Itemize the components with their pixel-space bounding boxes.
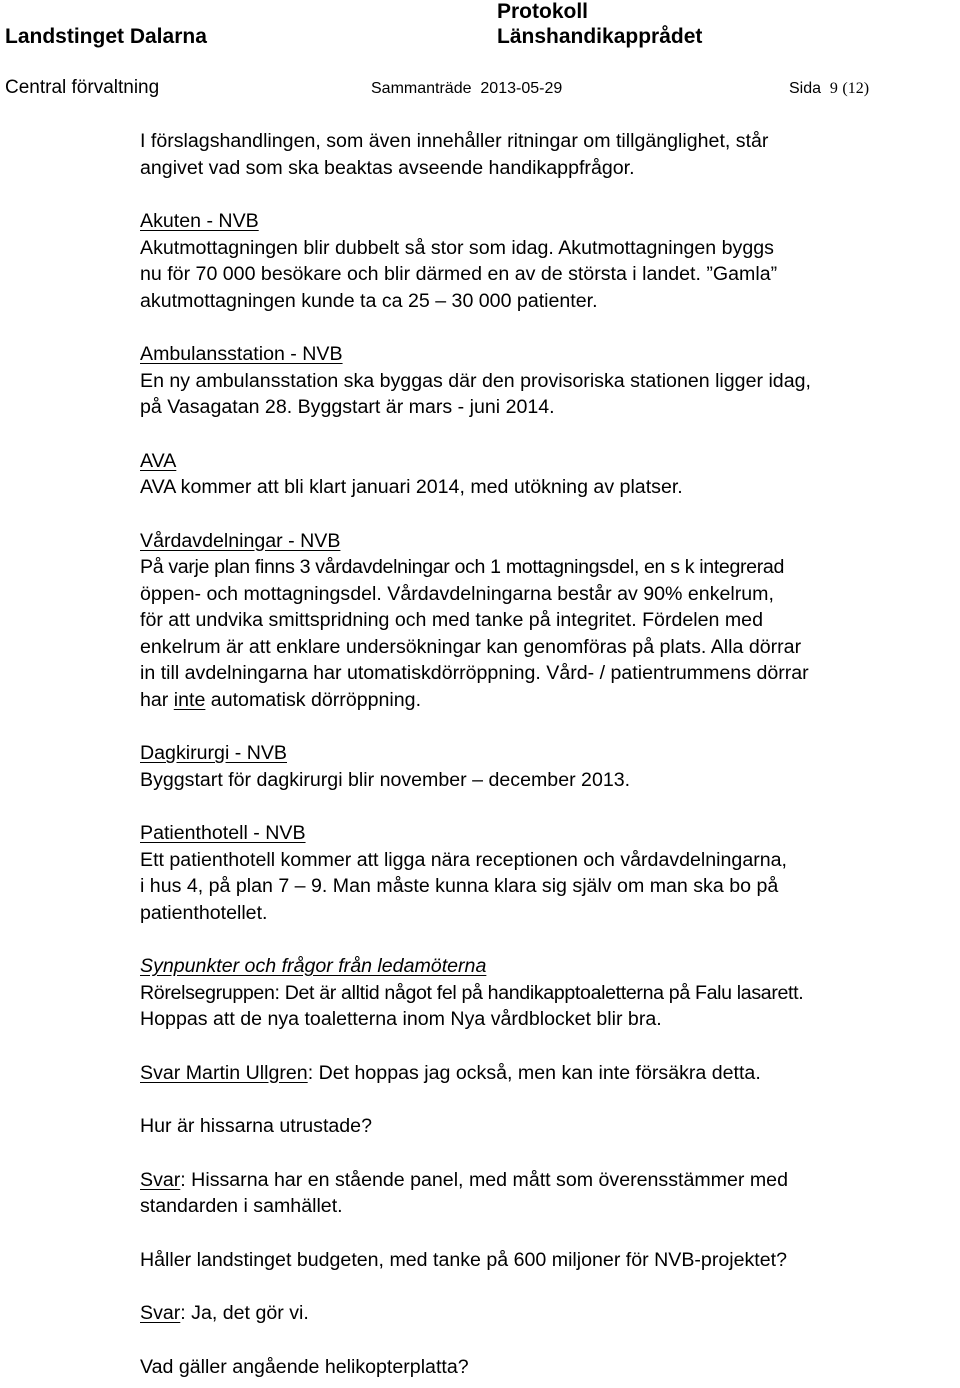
paragraph-line: Ett patienthotell kommer att ligga nära receptionen och vårdavdelningarna, bbox=[140, 848, 787, 871]
page-label: Sida bbox=[789, 80, 822, 97]
section-ava bbox=[140, 448, 960, 501]
section-heading: Akuten - NVB bbox=[140, 210, 259, 232]
section-akuten bbox=[140, 208, 960, 314]
section-ambulansstation bbox=[140, 341, 960, 421]
text-segment: har bbox=[140, 688, 174, 711]
paragraph-line: för att undvika smittspridning och med tanke på integritet. Fördelen med bbox=[140, 609, 763, 631]
section-heading: Ambulansstation - NVB bbox=[140, 343, 343, 365]
paragraph-line bbox=[140, 687, 960, 714]
question-text: Håller landstinget budgeten, med tanke på 600 miljoner för NVB-projektet? bbox=[140, 1248, 787, 1271]
section-heading: Patienthotell - NVB bbox=[140, 822, 306, 844]
answer-3 bbox=[140, 1300, 960, 1327]
section-patienthotell bbox=[140, 820, 960, 926]
section-vardavdelningar bbox=[140, 528, 960, 714]
question-2 bbox=[140, 1113, 960, 1140]
answer-text: : Det hoppas jag också, men kan inte försäkra detta. bbox=[307, 1061, 761, 1084]
department-name: Central förvaltning bbox=[5, 77, 160, 98]
paragraph-line: i hus 4, på plan 7 – 9. Man måste kunna klara sig själv om man ska bo på bbox=[140, 875, 779, 897]
paragraph-line: Rörelsegruppen: Det är alltid något fel på handikapptoaletterna på Falu lasarett. bbox=[140, 981, 804, 1004]
document-body bbox=[140, 128, 960, 1380]
section-dagkirurgi bbox=[140, 740, 960, 793]
page-number: 9 bbox=[829, 80, 838, 97]
paragraph-line: Akutmottagningen blir dubbelt så stor som idag. Akutmottagningen byggs bbox=[140, 236, 774, 259]
meeting-info bbox=[371, 80, 562, 98]
paragraph-line: akutmottagningen kunde ta ca 25 – 30 000 patienter. bbox=[140, 289, 598, 312]
answer-label: Svar Martin Ullgren bbox=[140, 1061, 308, 1084]
question-text: Vad gäller angående helikopterplatta? bbox=[140, 1355, 469, 1378]
paragraph-line: I förslagshandlingen, som även innehåller ritningar om tillgänglighet, står bbox=[140, 130, 769, 152]
paragraph-line: nu för 70 000 besökare och blir därmed en av de största i landet. ”Gamla” bbox=[140, 263, 778, 285]
text-segment: automatisk dörröppning. bbox=[205, 688, 422, 711]
answer-label: Svar bbox=[140, 1168, 181, 1191]
question-text: Hur är hissarna utrustade? bbox=[140, 1115, 372, 1137]
answer-2 bbox=[140, 1167, 960, 1220]
meeting-label: Sammanträde bbox=[371, 80, 472, 97]
paragraph-line: in till avdelningarna har utomatiskdörröppning. Vård- / patientrummens dörrar bbox=[140, 662, 809, 684]
answer-text: : Hissarna har en stående panel, med mått som överensstämmer med bbox=[180, 1168, 788, 1191]
paragraph-line: enkelrum är att enklare undersökningar kan genomföras på plats. Alla dörrar bbox=[140, 635, 802, 658]
paragraph-line: angivet vad som ska beaktas avseende handikappfrågor. bbox=[140, 156, 635, 179]
paragraph-line: På varje plan finns 3 vårdavdelningar och 1 mottagningsdel, en s k integrerad bbox=[140, 556, 785, 578]
page-total: (12) bbox=[842, 80, 870, 97]
intro-paragraph bbox=[140, 128, 960, 181]
paragraph-line: En ny ambulansstation ska byggas där den provisoriska stationen ligger idag, bbox=[140, 369, 811, 392]
answer-label: Svar bbox=[140, 1302, 181, 1324]
answer-text: : Ja, det gör vi. bbox=[180, 1302, 309, 1324]
paragraph-line: öppen- och mottagningsdel. Vårdavdelningarna består av 90% enkelrum, bbox=[140, 582, 774, 605]
paragraph-line: på Vasagatan 28. Byggstart är mars - juni 2014. bbox=[140, 396, 555, 418]
organization-name: Landstinget Dalarna bbox=[5, 25, 207, 48]
question-4 bbox=[140, 1354, 960, 1381]
committee-name: Länshandikapprådet bbox=[497, 25, 703, 48]
paragraph-line: Byggstart för dagkirurgi blir november – december 2013. bbox=[140, 768, 631, 791]
answer-1 bbox=[140, 1060, 960, 1087]
section-heading: AVA bbox=[140, 449, 177, 472]
page-indicator bbox=[789, 80, 869, 98]
section-synpunkter bbox=[140, 953, 960, 1033]
paragraph-line: Hoppas att de nya toaletterna inom Nya vårdblocket blir bra. bbox=[140, 1008, 662, 1030]
document-type: Protokoll bbox=[497, 0, 589, 23]
paragraph-line: AVA kommer att bli klart januari 2014, med utökning av platser. bbox=[140, 476, 683, 498]
emphasis-word: inte bbox=[173, 688, 206, 711]
section-heading: Vårdavdelningar - NVB bbox=[140, 529, 341, 552]
paragraph-line: patienthotellet. bbox=[140, 901, 268, 924]
question-3 bbox=[140, 1247, 960, 1274]
paragraph-line: standarden i samhället. bbox=[140, 1195, 343, 1217]
section-heading: Synpunkter och frågor från ledamöterna bbox=[140, 955, 487, 977]
meeting-date: 2013-05-29 bbox=[480, 80, 563, 97]
section-heading: Dagkirurgi - NVB bbox=[140, 742, 287, 764]
